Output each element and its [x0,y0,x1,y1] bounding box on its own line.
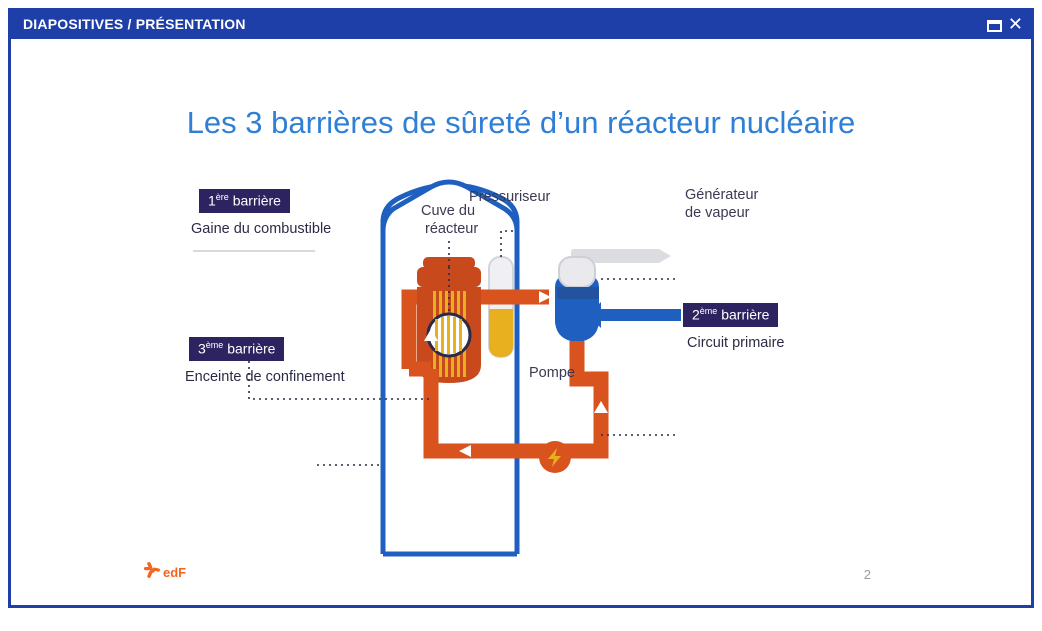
barrier-3-rank: 3 [198,340,206,357]
steam-generator-lower [555,297,599,341]
close-icon[interactable]: ✕ [1007,14,1023,34]
edf-logo [141,559,201,585]
pressurizer-fluid [489,309,513,357]
callout-cuve-line2: réacteur [425,221,479,237]
callout-generateur-line1: Générateur [685,187,759,203]
barrier-3-word: barrière [227,340,276,357]
callout-cuve-line1: Cuve du [421,203,476,219]
barrier-2-tag [683,303,778,327]
barrier-2-word: barrière [721,306,770,323]
barrier-3-exponent: ème [205,340,224,350]
barrier-2-exponent: ème [699,306,718,316]
slide-canvas [11,39,1031,605]
steam-generator-top [559,257,595,287]
window-controls [987,14,1023,34]
barrier-1-caption: Gaine du combustible [191,221,332,237]
callout-pompe: Pompe [529,365,575,381]
barrier-1-tag [199,189,290,213]
restore-icon[interactable] [987,20,1002,32]
slide-page-number: 2 [863,567,871,582]
barrier-1-exponent: ère [215,192,229,202]
window-titlebar [11,11,1031,39]
edf-logo-svg [141,559,201,585]
vessel-head [417,267,481,287]
callout-generateur-line2: de vapeur [685,205,750,221]
steam-generator-band [557,287,599,299]
barrier-2-rank: 2 [692,306,700,323]
feedwater-pipe [601,309,681,321]
edf-logo-text: edF [163,565,187,580]
presentation-window [8,8,1034,608]
callout-pressuriseur: Pressuriseur [469,189,551,205]
steam-flow-arrow [659,249,671,263]
barrier-2-caption: Circuit primaire [687,335,785,351]
page-title: Les 3 barrières de sûreté d’un réacteur nucléaire [186,105,856,140]
barrier-3-caption: Enceinte de confinement [185,369,345,385]
barrier-1-word: barrière [232,192,281,209]
window-title: DIAPOSITIVES / PRÉSENTATION [23,16,246,32]
barrier-1-rank: 1 [208,192,216,209]
barrier-3-tag [189,337,284,361]
reactor-diagram [131,169,911,559]
edf-spark-icon [144,562,160,579]
